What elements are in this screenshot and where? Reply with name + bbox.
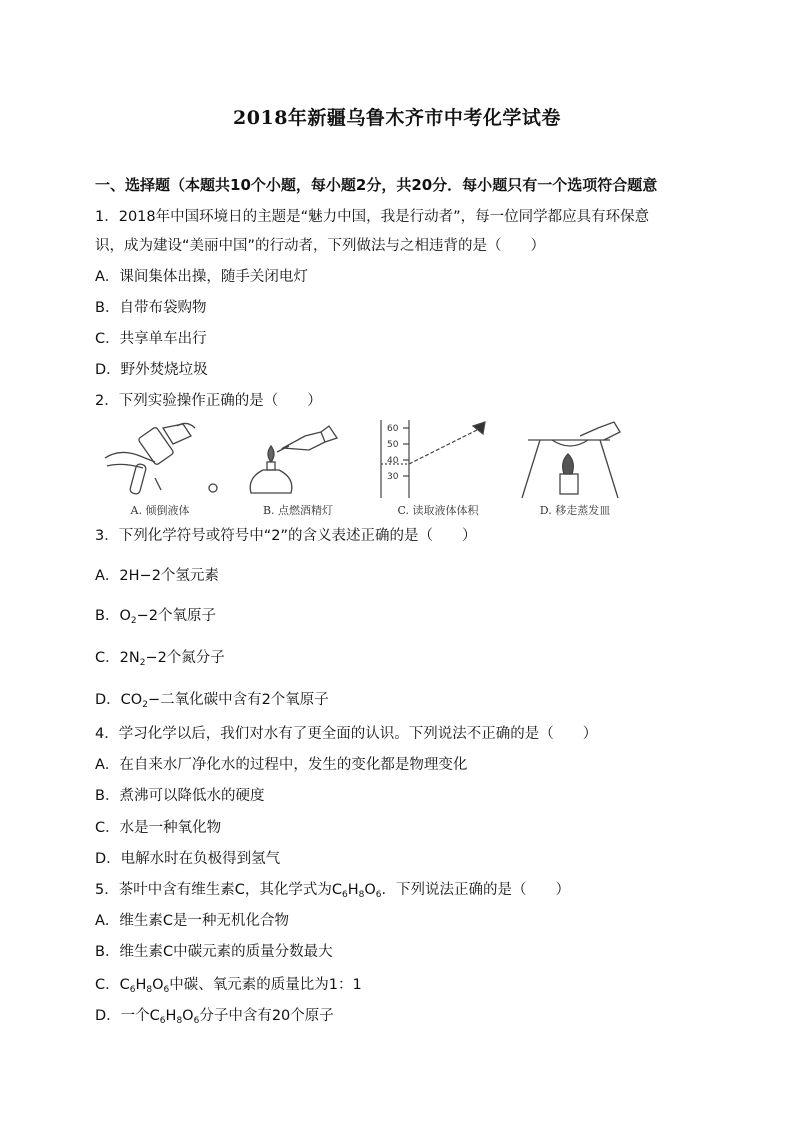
figure-removing-dish: [510, 418, 640, 518]
pouring-liquid-illustration: [95, 418, 225, 502]
scale-label-50: 50: [387, 440, 399, 450]
question-5-stem: 5．茶叶中含有维生素C，其化学式为$C_6H_8O_6$．下列说法正确的是（ ）: [95, 882, 571, 900]
alcohol-lamp-illustration: [233, 418, 363, 502]
question-4-option-b: B．煮沸可以降低水的硬度: [95, 788, 265, 804]
evaporating-dish-illustration: [510, 418, 640, 502]
caption-a: A. 倾倒液体: [130, 504, 190, 517]
question-5-option-a: A．维生素C是一种无机化合物: [95, 913, 290, 929]
question-5-option-c: C．$C_6H_8O_6$中碳、氧元素的质量比为1：1: [95, 977, 362, 995]
question-3-option-a: A．2H−2个氢元素: [95, 568, 219, 584]
caption-d: D. 移走蒸发皿: [539, 504, 611, 517]
question-2-stem: 2．下列实验操作正确的是（ ）: [95, 393, 322, 409]
question-1-stem-line1: 1．2018年中国环境日的主题是“魅力中国，我是行动者”，每一位同学都应具有环保意: [95, 209, 650, 225]
question-1-option-d: D．野外焚烧垃圾: [95, 362, 208, 378]
page-title: 2018年新疆乌鲁木齐市中考化学试卷: [233, 107, 561, 129]
question-5-option-d: D．一个$C_6H_8O_6$分子中含有20个原子: [95, 1008, 334, 1026]
question-1-option-a: A．课间集体出操，随手关闭电灯: [95, 269, 308, 285]
figure-lighting-lamp: [233, 418, 363, 518]
caption-b: B. 点燃酒精灯: [262, 504, 334, 517]
question-1-option-b: B．自带布袋购物: [95, 300, 207, 316]
question-3-stem: 3．下列化学符号或符号中“2”的含义表述正确的是（ ）: [95, 528, 477, 544]
question-4-option-a: A．在自来水厂净化水的过程中，发生的变化都是物理变化: [95, 757, 468, 773]
question-4-option-c: C．水是一种氧化物: [95, 820, 222, 836]
question-3-option-d: D．$CO_2-$二氧化碳中含有2个氧原子: [95, 692, 329, 710]
question-4-stem: 4．学习化学以后，我们对水有了更全面的认识。下列说法不正确的是（ ）: [95, 726, 598, 742]
figure-reading-volume: [373, 418, 503, 518]
question-2-figures: [95, 418, 640, 518]
caption-c: C. 读取液体体积: [397, 504, 479, 517]
section-heading: 一、选择题（本题共10个小题，每小题2分，共20分．每小题只有一个选项符合题意: [95, 176, 658, 194]
question-5-option-b: B．维生素C中碳元素的质量分数最大: [95, 944, 333, 960]
question-1-stem-line2: 识，成为建设“美丽中国”的行动者，下列做法与之相违背的是（ ）: [95, 238, 546, 254]
graduated-cylinder-illustration: [373, 418, 503, 502]
scale-label-60: 60: [387, 424, 399, 434]
figure-pouring-liquid: [95, 418, 225, 518]
question-4-option-d: D．电解水时在负极得到氢气: [95, 851, 281, 867]
scale-label-40: 40: [387, 456, 399, 466]
question-1-option-c: C．共享单车出行: [95, 331, 207, 347]
scale-label-30: 30: [387, 472, 399, 482]
question-3-option-b: B．$O_2-2$个氧原子: [95, 608, 216, 626]
question-3-option-c: C．$2N_2-2$个氮分子: [95, 650, 225, 668]
